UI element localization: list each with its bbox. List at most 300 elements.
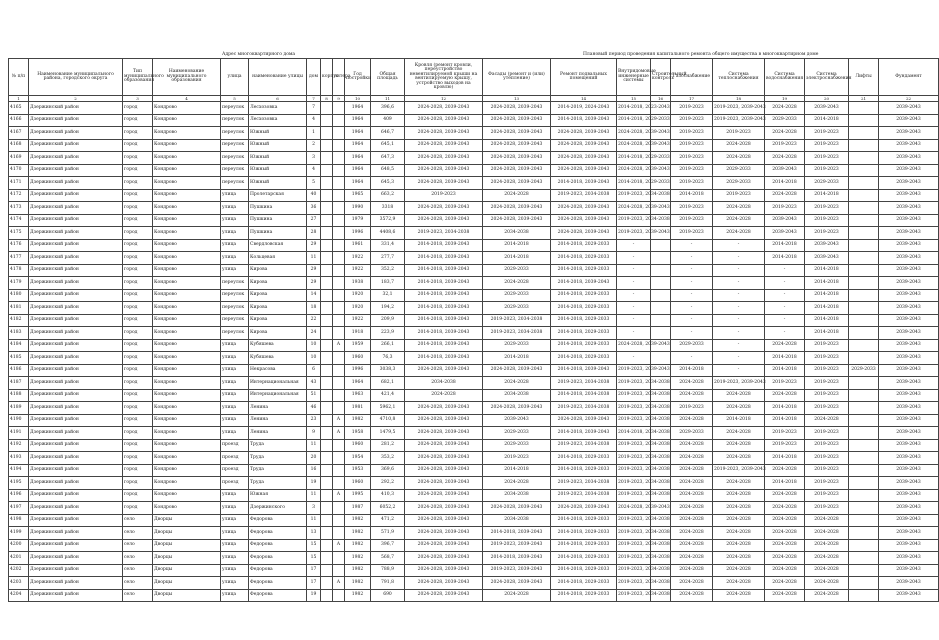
table-cell: 2029-2033 <box>483 439 551 452</box>
table-row <box>9 239 939 252</box>
table-cell: улица <box>221 252 249 265</box>
table-cell: 2034-2038 <box>483 514 551 527</box>
column-header: Наименование муниципального района, городского округа <box>29 59 123 96</box>
table-cell: 2024-2028 <box>765 502 805 515</box>
table-cell: 2039-2043 <box>879 152 939 165</box>
table-cell: 2014-2018, 2029-2033 <box>551 252 617 265</box>
table-cell: А <box>333 427 345 440</box>
table-cell: город <box>123 202 153 215</box>
table-cell: 2039-2043 <box>879 489 939 502</box>
table-cell: Кондрово <box>153 339 221 352</box>
table-row <box>9 202 939 215</box>
table-cell: 2039-2043 <box>879 314 939 327</box>
table-cell: Дзержинский район <box>29 252 123 265</box>
table-cell: Кондрово <box>153 239 221 252</box>
table-cell <box>333 352 345 365</box>
table-cell: Лесхозовка <box>249 102 307 115</box>
table-cell: улица <box>221 264 249 277</box>
table-cell: - <box>713 302 765 315</box>
table-cell: 2024-2028 <box>765 577 805 590</box>
table-cell: Кондрово <box>153 327 221 340</box>
table-cell: 2029-2033 <box>483 339 551 352</box>
table-cell: 2024-2028 <box>483 377 551 390</box>
table-cell: Дзержинский район <box>29 227 123 240</box>
table-cell: 2024-2028 <box>671 552 713 565</box>
table-cell: 1922 <box>345 252 371 265</box>
table-cell: Интернациональная <box>249 377 307 390</box>
table-cell: 2039-2043 <box>879 452 939 465</box>
table-cell: 76,3 <box>371 352 405 365</box>
table-cell: 2024-2028 <box>765 339 805 352</box>
table-cell: 2024-2028, 2039-2043 <box>405 539 483 552</box>
table-cell <box>321 514 333 527</box>
table-cell: 2024-2028, 2039-2043 <box>483 102 551 115</box>
table-cell: 1964 <box>345 152 371 165</box>
table-cell: 2019-2023 <box>405 189 483 202</box>
table-cell: Дзержинский район <box>29 564 123 577</box>
table-row <box>9 514 939 527</box>
table-cell: - <box>617 252 651 265</box>
table-cell: улица <box>221 502 249 515</box>
table-cell: 571,9 <box>371 527 405 540</box>
table-cell: Труда <box>249 477 307 490</box>
table-cell: город <box>123 477 153 490</box>
table-row <box>9 527 939 540</box>
table-cell: 2019-2023 <box>805 139 849 152</box>
table-cell: 2014-2018, 2029-2033 <box>551 464 617 477</box>
table-cell: 396,6 <box>371 102 405 115</box>
table-cell: 2019-2023 <box>805 164 849 177</box>
table-cell: 2039-2043 <box>765 227 805 240</box>
table-cell: 2019-2023, 2034-2038 <box>483 327 551 340</box>
table-cell <box>333 439 345 452</box>
table-cell: 183,7 <box>371 277 405 290</box>
table-cell: 3572,9 <box>371 214 405 227</box>
table-cell: 2034-2038 <box>483 389 551 402</box>
table-cell: 2024-2028 <box>805 414 849 427</box>
table-cell: 2039-2043 <box>879 564 939 577</box>
table-cell: 2014-2018, 2039-2043 <box>551 177 617 190</box>
table-cell: 4180 <box>9 289 29 302</box>
table-cell: 2039-2043 <box>879 164 939 177</box>
table-cell <box>333 502 345 515</box>
table-cell: Дзержинский район <box>29 389 123 402</box>
table-cell: Дзержинский район <box>29 289 123 302</box>
table-cell: 4 <box>307 164 321 177</box>
table-cell: город <box>123 352 153 365</box>
table-cell: 2019-2023, 2034-2038 <box>551 439 617 452</box>
table-cell: 2014-2018 <box>765 239 805 252</box>
table-cell: город <box>123 402 153 415</box>
column-number: 11 <box>371 96 405 102</box>
table-cell <box>333 302 345 315</box>
table-cell: Ленина <box>249 414 307 427</box>
table-cell: Федорова <box>249 564 307 577</box>
table-cell: 2014-2018 <box>805 327 849 340</box>
table-cell: 2024-2028, 2039-2043 <box>551 414 617 427</box>
table-cell: 2024-2028, 2039-2043 <box>483 577 551 590</box>
table-row <box>9 127 939 140</box>
table-cell: 4193 <box>9 452 29 465</box>
table-cell: 2024-2028 <box>671 452 713 465</box>
table-cell: 2019-2023 <box>483 452 551 465</box>
table-cell: 2039-2043 <box>879 264 939 277</box>
table-cell: 2039-2043 <box>879 427 939 440</box>
table-cell: Дзержинский район <box>29 127 123 140</box>
table-cell: 2024-2028 <box>483 189 551 202</box>
column-header: Фундамент <box>879 59 939 96</box>
table-cell <box>333 289 345 302</box>
table-cell: 4204 <box>9 589 29 602</box>
table-cell: 410,3 <box>371 489 405 502</box>
table-cell: 4189 <box>9 402 29 415</box>
table-row <box>9 152 939 165</box>
table-cell: переулок <box>221 314 249 327</box>
column-header: Газоснабжение <box>671 59 713 96</box>
table-cell: 19 <box>307 477 321 490</box>
table-cell: город <box>123 114 153 127</box>
table-cell: 11 <box>307 252 321 265</box>
column-header: Тип муниципального образования <box>123 59 153 96</box>
table-cell <box>321 564 333 577</box>
table-cell <box>321 202 333 215</box>
table-cell: 4179 <box>9 277 29 290</box>
table-cell: 2024-2028, 2039-2043 <box>617 139 651 152</box>
table-cell: 2014-2018, 2029-2033 <box>551 552 617 565</box>
table-cell: 2014-2018 <box>805 114 849 127</box>
table-cell: 2024-2028, 2039-2043 <box>483 364 551 377</box>
table-cell: 2024-2028 <box>483 477 551 490</box>
table-cell: - <box>765 264 805 277</box>
table-cell: 16 <box>307 464 321 477</box>
table-row <box>9 377 939 390</box>
table-cell: 1918 <box>345 327 371 340</box>
column-header: Ремонт подвальных помещений <box>551 59 617 96</box>
table-row <box>9 589 939 602</box>
table-cell: 2039-2043 <box>805 102 849 115</box>
table-cell: - <box>617 264 651 277</box>
table-cell: 4187 <box>9 377 29 390</box>
table-cell: 2029-2033 <box>713 177 765 190</box>
table-cell: город <box>123 214 153 227</box>
table-cell: 2014-2018, 2039-2043 <box>405 252 483 265</box>
table-cell: 2014-2018 <box>765 252 805 265</box>
table-cell: 1982 <box>345 589 371 602</box>
table-cell: - <box>671 264 713 277</box>
table-cell: 2014-2018 <box>671 189 713 202</box>
table-cell: 2024-2028, 2039-2043 <box>483 114 551 127</box>
table-cell <box>321 139 333 152</box>
table-cell <box>333 327 345 340</box>
table-cell: 2019-2023, 2034-2038 <box>405 227 483 240</box>
table-cell: 2019-2023 <box>805 489 849 502</box>
table-cell: 2014-2018, 2029-2033 <box>551 527 617 540</box>
table-cell: 23 <box>307 414 321 427</box>
table-cell: 2039-2043 <box>879 539 939 552</box>
table-cell: Дзержинский район <box>29 414 123 427</box>
table-cell <box>849 202 879 215</box>
table-cell: 788,9 <box>371 564 405 577</box>
table-cell: 2019-2023 <box>765 439 805 452</box>
table-cell: 2024-2028 <box>805 539 849 552</box>
table-cell: 2019-2023 <box>805 339 849 352</box>
table-cell: 22 <box>307 314 321 327</box>
table-cell: 2024-2028, 2039-2043 <box>551 164 617 177</box>
table-cell <box>321 327 333 340</box>
table-cell: 2024-2028, 2039-2043 <box>483 502 551 515</box>
table-cell: переулок <box>221 102 249 115</box>
table-cell: Федорова <box>249 539 307 552</box>
header-row <box>9 59 939 96</box>
table-cell: 2019-2023 <box>671 114 713 127</box>
table-cell: 40 <box>307 189 321 202</box>
table-cell: 2019-2023 <box>671 177 713 190</box>
table-cell: 17 <box>307 577 321 590</box>
table-cell: 2039-2043 <box>879 352 939 365</box>
table-cell: проезд <box>221 464 249 477</box>
table-cell <box>849 402 879 415</box>
column-header: Система водоснабжения <box>765 59 805 96</box>
table-cell: - <box>671 239 713 252</box>
table-cell: Дзержинский район <box>29 402 123 415</box>
table-cell <box>333 552 345 565</box>
table-cell: 2014-2018, 2029-2033 <box>551 327 617 340</box>
table-cell: Кондрово <box>153 277 221 290</box>
table-cell: 2019-2023 <box>805 377 849 390</box>
table-cell: 2024-2028, 2039-2043 <box>483 164 551 177</box>
column-number: 20 <box>805 96 849 102</box>
table-cell: 2039-2043 <box>879 127 939 140</box>
table-cell: - <box>671 289 713 302</box>
table-cell: 2019-2023 <box>805 502 849 515</box>
table-cell: 14 <box>307 289 321 302</box>
table-cell: Дзержинский район <box>29 239 123 252</box>
table-cell: 2024-2028, 2039-2043 <box>551 152 617 165</box>
table-cell: город <box>123 102 153 115</box>
table-cell <box>849 477 879 490</box>
table-cell: Лесхозовка <box>249 114 307 127</box>
table-cell: 2024-2028 <box>765 539 805 552</box>
table-cell: - <box>765 289 805 302</box>
table-cell: 2014-2018, 2039-2043 <box>483 552 551 565</box>
column-number: 3 <box>123 96 153 102</box>
table-cell <box>333 477 345 490</box>
table-cell: 2029-2033 <box>483 264 551 277</box>
table-cell: 2024-2028 <box>713 502 765 515</box>
table-cell: 2014-2018, 2029-2033 <box>617 114 651 127</box>
table-cell: 24 <box>307 327 321 340</box>
table-cell: 2024-2028 <box>713 552 765 565</box>
table-cell: Дзержинский район <box>29 464 123 477</box>
column-header: Система электроснабжения <box>805 59 849 96</box>
table-cell <box>321 502 333 515</box>
table-cell: 51 <box>307 389 321 402</box>
table-cell: 2039-2043 <box>879 464 939 477</box>
table-cell: Южный <box>249 152 307 165</box>
table-cell: 682,1 <box>371 377 405 390</box>
table-cell: 1920 <box>345 302 371 315</box>
table-cell: 2029-2033 <box>483 427 551 440</box>
table-cell: 27 <box>307 214 321 227</box>
table-cell: 29 <box>307 239 321 252</box>
table-cell: Кондрово <box>153 214 221 227</box>
table-cell: 2014-2018, 2029-2033 <box>551 302 617 315</box>
table-cell: 2039-2043 <box>805 252 849 265</box>
table-cell <box>333 402 345 415</box>
table-cell: 4182 <box>9 314 29 327</box>
table-cell <box>321 539 333 552</box>
table-cell <box>651 239 671 252</box>
table-cell <box>321 552 333 565</box>
table-cell: 3318 <box>371 202 405 215</box>
table-cell: 1922 <box>345 314 371 327</box>
table-row <box>9 352 939 365</box>
table-row <box>9 427 939 440</box>
table-cell: 2019-2023 <box>805 427 849 440</box>
table-cell: 1981 <box>345 402 371 415</box>
table-cell: 6 <box>307 364 321 377</box>
column-number: 16 <box>651 96 671 102</box>
table-cell: 2014-2018, 2023-2043 <box>617 102 651 115</box>
table-cell: Кондрово <box>153 427 221 440</box>
table-cell: 19 <box>307 589 321 602</box>
table-cell: 2019-2023 <box>671 127 713 140</box>
table-cell: Федорова <box>249 589 307 602</box>
table-cell: 471,2 <box>371 514 405 527</box>
table-cell: 4199 <box>9 527 29 540</box>
table-cell: 2024-2028, 2039-2043 <box>405 127 483 140</box>
column-number: 19 <box>765 96 805 102</box>
table-cell: 2019-2023 <box>671 402 713 415</box>
table-cell: Кирова <box>249 302 307 315</box>
table-cell: улица <box>221 352 249 365</box>
table-cell: 2019-2023 <box>805 214 849 227</box>
table-cell: - <box>713 277 765 290</box>
table-row <box>9 214 939 227</box>
table-cell: Дзержинский район <box>29 577 123 590</box>
table-cell: 5 <box>307 177 321 190</box>
table-cell: 2024-2028, 2039-2043 <box>483 139 551 152</box>
table-cell: - <box>713 314 765 327</box>
table-cell: 2014-2018, 2039-2043 <box>551 114 617 127</box>
table-cell: 2024-2028 <box>765 527 805 540</box>
table-cell: 2039-2043 <box>879 389 939 402</box>
table-cell <box>849 189 879 202</box>
table-cell: 2024-2028, 2039-2043 <box>405 439 483 452</box>
table-cell: 2039-2043 <box>879 189 939 202</box>
table-cell: 1960 <box>345 439 371 452</box>
table-cell: Кондрово <box>153 452 221 465</box>
table-cell: 2024-2028, 2039-2043 <box>405 564 483 577</box>
table-cell: 2024-2028, 2039-2043 <box>405 502 483 515</box>
table-cell: 2024-2028 <box>671 389 713 402</box>
table-cell <box>651 252 671 265</box>
table-cell: А <box>333 339 345 352</box>
table-cell <box>321 289 333 302</box>
table-cell <box>333 252 345 265</box>
table-cell <box>321 339 333 352</box>
table-cell <box>333 452 345 465</box>
table-cell: Кондрово <box>153 139 221 152</box>
table-cell: улица <box>221 377 249 390</box>
table-cell: 2019-2023 <box>713 189 765 202</box>
table-row <box>9 414 939 427</box>
table-row <box>9 502 939 515</box>
table-cell: улица <box>221 339 249 352</box>
table-cell: 2014-2018 <box>483 352 551 365</box>
table-cell: Кондрово <box>153 352 221 365</box>
column-number: 14 <box>551 96 617 102</box>
table-cell: 2019-2023 <box>671 139 713 152</box>
table-cell: 2024-2028 <box>713 227 765 240</box>
table-cell: Дзержинский район <box>29 264 123 277</box>
table-cell: улица <box>221 189 249 202</box>
table-row <box>9 564 939 577</box>
table-cell: Дворцы <box>153 527 221 540</box>
table-cell <box>849 139 879 152</box>
table-cell <box>321 489 333 502</box>
table-cell: 2014-2018, 2029-2033 <box>617 177 651 190</box>
table-cell: 1959 <box>345 339 371 352</box>
table-cell: - <box>713 239 765 252</box>
table-cell: улица <box>221 577 249 590</box>
table-cell: Кирова <box>249 327 307 340</box>
table-cell: 2039-2043 <box>879 527 939 540</box>
table-cell: улица <box>221 427 249 440</box>
table-cell: 1964 <box>345 139 371 152</box>
table-cell: 1954 <box>345 452 371 465</box>
table-cell <box>321 427 333 440</box>
table-cell <box>849 314 879 327</box>
table-cell: - <box>671 327 713 340</box>
table-cell <box>333 264 345 277</box>
table-cell: 2039-2043 <box>879 364 939 377</box>
table-cell: 4197 <box>9 502 29 515</box>
table-cell: 1979 <box>345 214 371 227</box>
table-cell: 1982 <box>345 564 371 577</box>
table-cell: 4200 <box>9 539 29 552</box>
table-cell: 4190 <box>9 414 29 427</box>
table-cell: 2019-2023, 2034-2038 <box>551 402 617 415</box>
table-cell: 2024-2028, 2039-2043 <box>617 202 651 215</box>
column-number: 15 <box>617 96 651 102</box>
table-cell: Кондрово <box>153 189 221 202</box>
table-body <box>9 102 939 602</box>
table-cell: 1982 <box>345 577 371 590</box>
table-cell: 2024-2028 <box>713 452 765 465</box>
table-cell: 2039-2043 <box>879 402 939 415</box>
table-cell: 2024-2028, 2039-2043 <box>551 127 617 140</box>
table-cell: 2014-2018, 2039-2043 <box>405 327 483 340</box>
table-cell: 4166 <box>9 114 29 127</box>
table-cell: 2024-2028 <box>671 589 713 602</box>
table-cell: 4168 <box>9 139 29 152</box>
table-cell: 2024-2028 <box>483 589 551 602</box>
table-cell: город <box>123 314 153 327</box>
table-cell: 2024-2028 <box>483 277 551 290</box>
table-cell: 2014-2018, 2039-2043 <box>483 527 551 540</box>
table-cell: 2024-2028, 2039-2043 <box>405 402 483 415</box>
table-row <box>9 314 939 327</box>
table-cell: 2024-2028 <box>805 577 849 590</box>
table-cell <box>321 452 333 465</box>
table-row <box>9 164 939 177</box>
table-cell: 2024-2028 <box>671 377 713 390</box>
table-cell: 2039-2043 <box>879 239 939 252</box>
table-cell: 29 <box>307 264 321 277</box>
table-cell: улица <box>221 402 249 415</box>
table-cell: 791,8 <box>371 577 405 590</box>
